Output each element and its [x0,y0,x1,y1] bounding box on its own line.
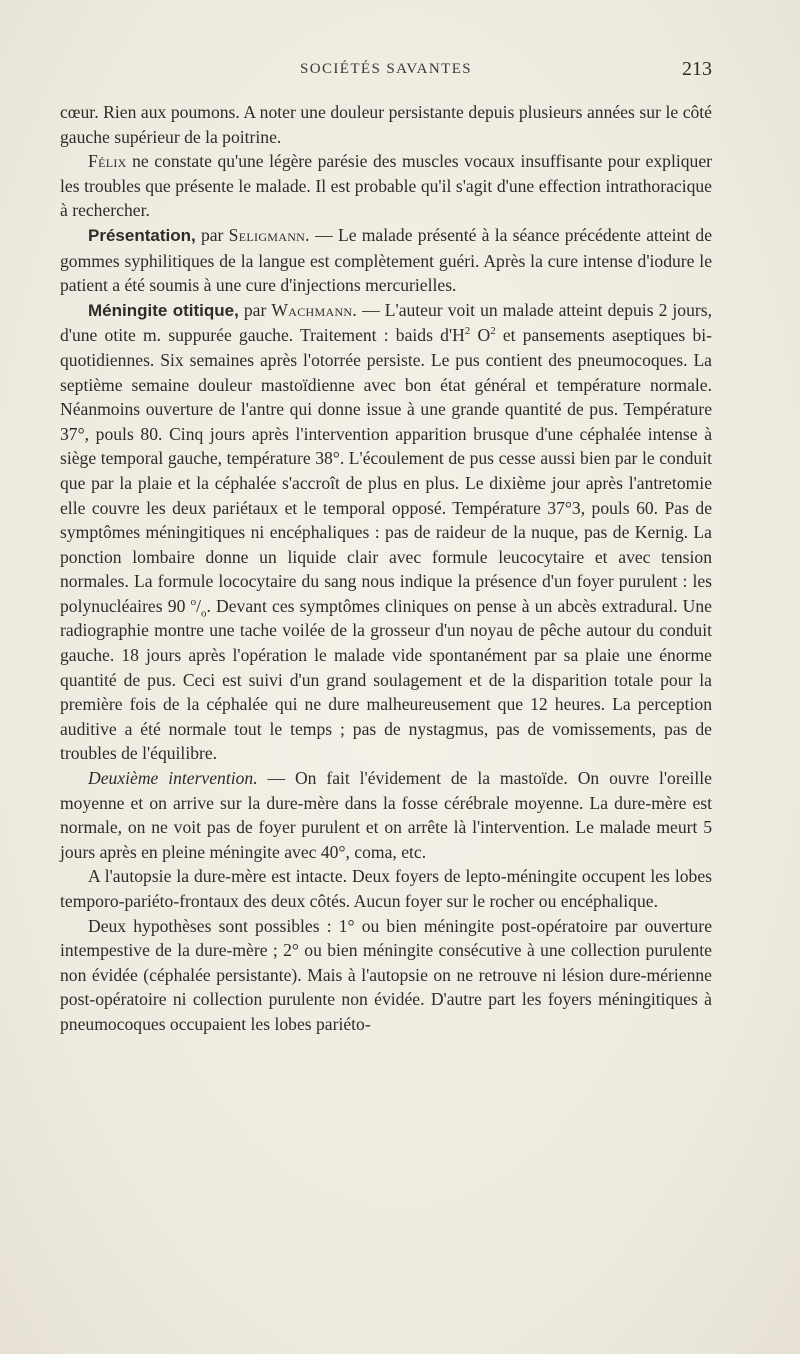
paragraph-presentation [60,223,712,298]
paragraph-text: ne constate qu'une légère parésie des muscles vocaux insuffisante pour expliquer les troubles que présente le malade. Il est probable qu'il s'agit d'une effection intrathoracique à rechercher. [60,151,712,221]
paragraph-by: par [195,224,229,245]
paragraph-text: O [470,325,491,346]
paragraph-text: cœur. Rien aux poumons. A noter une douleur persistante depuis plusieurs années sur le côté gauche supérieur de la poitrine. [60,102,712,147]
author-name: Seligmann. [228,224,310,245]
paragraph-by: par [238,299,272,320]
author-name: Wachmann. [271,299,358,320]
percent-sign-top: o [190,596,197,609]
page-number: 213 [682,58,712,80]
superscript: 2 [490,325,496,338]
paragraph-text: . Devant ces symptômes cliniques on pense à un abcès extradural. Une radiographie montre une tache voilée de la grosseur d'un noyau de pêche autour du conduit gauche. 18 jours après l'opération le malade vide spontanément par sa plaie une énorme quantité de pus. Ceci est suivi d'un grand soulagement et de la disparition totale pour la première fois de la céphalée qui ne dure malheureusement que 12 heures. La perception auditive a été normale tout le temps ; pas de nystagmus, pas de vomissements, pas de troubles de l'équilibre. [60,595,712,764]
paragraph-text: A l'autopsie la dure-mère est intacte. Deux foyers de lepto-méningite occupent les lobes temporo-pariéto-frontaux des deux côtés. Aucun foyer sur le rocher ou encéphalique. [60,866,712,911]
percent-sign-slash: / [196,595,201,616]
section-title-italic: Deuxième intervention. [88,768,258,789]
percent-sign-bottom: o [200,607,207,620]
paragraph-continuation [60,100,712,149]
paragraph-text: — L'auteur voit un malade atteint depuis 2 jours, d'une otite m. suppurée gauche. Traitement : baids d'H [60,299,713,346]
paragraph-autopsie [60,864,712,913]
paragraph-text: Deux hypothèses sont possibles : 1° ou bien méningite post-opératoire par ouverture intempestive de la dure-mère ; 2° ou bien méningite consécutive à une collection purulente non évidée (céphalée persistante). Mais à l'autopsie on ne retrouve ni lésion dure-mérienne post-opératoire ni collection purulente non évidée. D'autre part les foyers méningitiques à pneumocoques occupaient les lobes pariéto- [60,915,712,1034]
section-title: Présentation, [88,225,196,245]
paragraph-text: — Le malade présenté à la séance précédente atteint de gommes syphilitiques de la langue est complètement guéri. Après la cure intense d'iodure le patient a été soumis à une cure d'injections mercurielles. [60,224,713,296]
superscript: 2 [464,325,471,338]
page-header [60,58,712,88]
paragraph-text: — On fait l'évidement de la mastoïde. On ouvre l'oreille moyenne et on arrive sur la dure-mère dans la fosse cérébrale moyenne. La dure-mère est normale, on ne voit pas de foyer purulent et on arrête là l'intervention. Le malade meurt 5 jours après en pleine méningite avec 40°, coma, etc. [60,768,712,862]
running-head: SOCIÉTÉS SAVANTES [299,61,473,77]
paragraph-felix [60,149,712,223]
paragraph-text: et pansements aseptiques bi-quotidiennes. Six semaines après l'otorrée persiste. Le pus contient des pneumocoques. La septième semaine douleur mastoïdienne avec bon état général et température normale. Néanmoins ouverture de l'antre qui donne issue à une grande quantité de pus. Température 37°, pouls 80. Cinq jours après l'intervention apparition brusque d'une céphalée intense à siège temporal gauche, température 38°. L'écoulement de pus cesse aussi bien par le conduit que par la plaie et la céphalée s'accroît de plus en plus. Le dixième jour après l'antretomie elle couvre les deux pariétaux et le temporal opposé. Température 37°3, pouls 60. Pas de symptômes méningitiques ni encéphaliques : pas de raideur de la nuque, pas de Kernig. La ponction lombaire donne un liquide clair avec formule leucocytaire et avec tension normales. La formule lococytaire du sang nous indique la présence d'un foyer purulent : les polynucléaires 90 [60,325,712,616]
section-title: Méningite otitique, [88,300,239,320]
paragraph-deuxieme-intervention [60,766,712,864]
body-text [60,100,712,1037]
paragraph-meningite [60,298,712,766]
author-name: Félix [88,151,127,172]
paragraph-hypotheses [60,914,712,1037]
